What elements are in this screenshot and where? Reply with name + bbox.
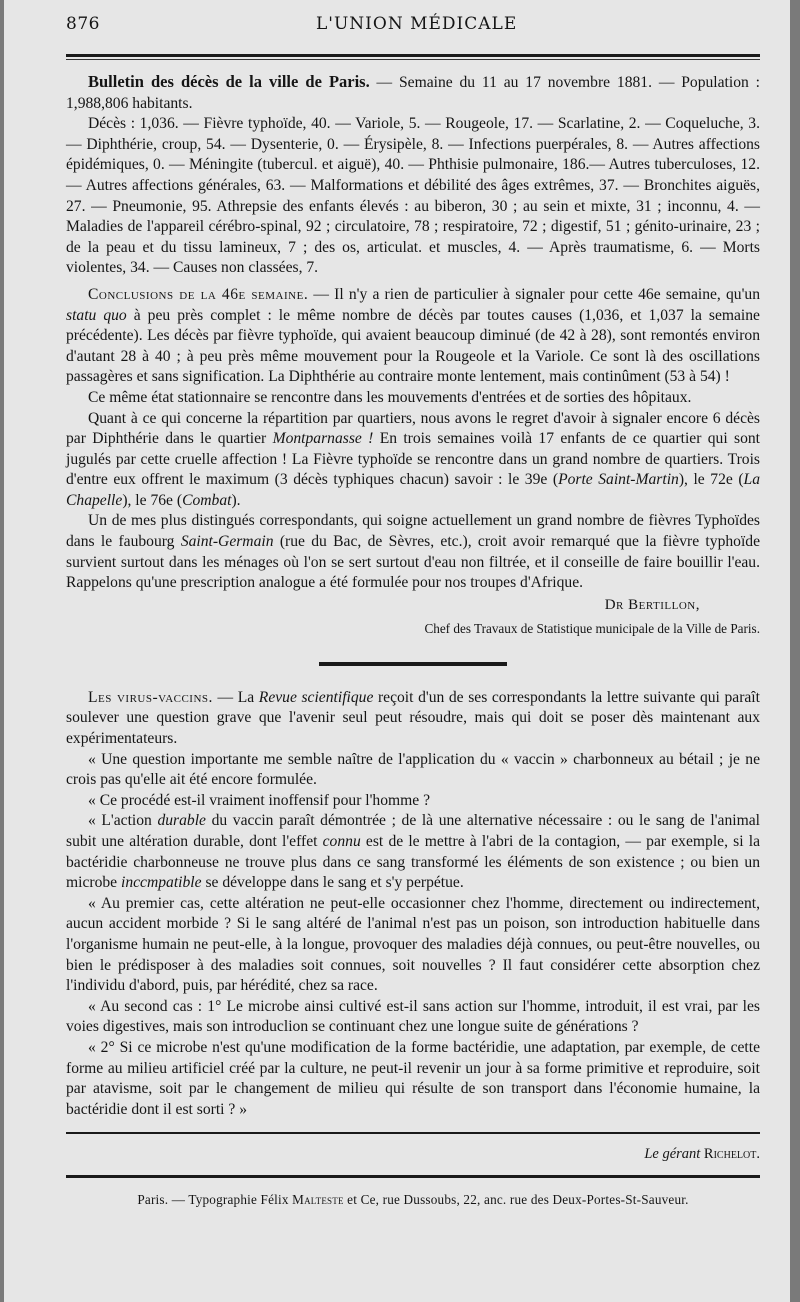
text-run: se développe dans le sang et s'y perpétue. — [201, 874, 464, 892]
conclusions-paragraph-4 — [66, 511, 760, 593]
signature-name-text: Dr Bertillon, — [604, 596, 700, 613]
signature-role: Chef des Travaux de Statistique municipale de la Ville de Paris. — [424, 620, 760, 636]
page-number: 876 — [66, 14, 100, 34]
text-run: ), le 76e ( — [122, 491, 183, 509]
italic-run: Combat — [182, 491, 232, 509]
italic-run: connu — [322, 833, 361, 850]
journal-title: L'UNION MÉDICALE — [316, 14, 518, 34]
text-run: — La — [212, 688, 259, 706]
conclusions-paragraph-1 — [66, 285, 760, 388]
footer-rule-top — [66, 1132, 760, 1134]
virus-paragraph-3: « Ce procédé est-il vraiment inoffensif pour l'homme ? — [88, 791, 431, 809]
virus-paragraph-4 — [66, 811, 760, 893]
header-rule — [66, 54, 760, 57]
text-run: « L'action — [88, 812, 158, 830]
conclusions-heading: Conclusions de la 46e semaine. — [88, 285, 309, 303]
bulletin-body: Décès : 1,036. — Fièvre typhoïde, 40. — Variole, 5. — Rougeole, 17. — Scarlatine, 2. — Coqueluche, 3. — Diphthérie, croup, 54. — Dysenterie, 0. — Érysipèle, 8. — Infections puerpérales, 8. — Autres affections épidémiques, 0. — Méningite (tubercul. et aiguë), 40. — Phthisie pulmonaire, 186.— Autres tuberculoses, 12. — Autres affections générales, 63. — Malformations et débilité des âges extrêmes, 37. — Bronchites aiguës, 27. — Pneumonie, 95. Athrepsie des enfants élevés : au biberon, 30 ; au sein et mixte, 31 ; inconnu, 4. — Maladies de l'appareil cérébro-spinal, 92 ; circulatoire, 78 ; respiratoire, 72 ; digestif, 51 ; génito-urinaire, 23 ; de la peau et du tissu lamineux, 7 ; des os, articulat. et muscles, 4. — Après traumatisme, 6. — Morts violentes, 34. — Causes non classées, 7. — [66, 115, 760, 277]
virus-heading: Les virus-vaccins. — [88, 688, 213, 706]
text-run: En trois semaines voilà 17 enfants de ce quartier qui sont jugulés par cette cruelle affection ! La Fièvre typhoïde se rencontre dans un grand nombre de quartiers. Trois d'entre eux offrent le maximum (3 décès typhiques chacun) savoir : le 39e ( — [66, 430, 761, 489]
conclusions-paragraph-2: Ce même état stationnaire se rencontre dans les mouvements d'entrées et de sorties des hôpitaux. — [88, 388, 692, 406]
italic-run: Saint-Germain — [180, 533, 274, 551]
gerant-label: Le gérant — [644, 1146, 701, 1163]
header-rule-thin — [66, 59, 760, 60]
bulletin-intro: — Semaine du 11 au 17 novembre 1881. — Population : 1,988,806 habitants. — [66, 74, 760, 112]
text-run: (rue du Bac, de Sèvres, etc.), croit avoir remarqué que la fièvre typhoïde survient surtout dans les ménages où l'on se sert surtout d'eau non filtrée, et il conseille de faire bouillir l'eau. Rappelons qu'une prescription analogue a été formulée pour nos troupes d'Afrique. — [66, 533, 761, 592]
bulletin-title: Bulletin des décès de la ville de Paris. — [88, 72, 370, 91]
section-separator — [319, 662, 507, 666]
italic-run: Porte Saint-Martin — [558, 471, 679, 489]
virus-paragraph-5: « Au premier cas, cette altération ne peut-elle occasionner chez l'homme, directement ou indirectement, aucun accident morbide ? Si le sang altéré de l'animal n'est pas un poison, son introduction habituelle dans l'organisme humain ne peut-elle, à la longue, provoquer des maladies déjà connues, ou peut-être nouvelles, ou bien le prédisposer à des maladies soit connues, soit nouvelles ? Il faut considérer cette absorption chez l'individu d'abord, puis, par hérédité, chez sa race. — [66, 894, 760, 995]
gerant-line — [66, 1146, 760, 1163]
virus-paragraph-6: « Au second cas : 1° Le microbe ainsi cultivé est-il sans action sur l'homme, introduit, il est vrai, par les voies digestives, mais son introduclion se continuant chez une longue suite de générations ? — [66, 997, 760, 1036]
text-run: — Il n'y a rien de particulier à signaler pour cette 46e semaine, qu'un — [308, 285, 760, 303]
journal-page — [4, 0, 790, 1302]
text-run: reçoit d'un de ses correspondants la lettre suivante qui paraît soulever une question grave que l'avenir seul peut résoudre, mais qui doit se poser dès maintenant aux expérimentateurs. — [66, 688, 760, 748]
virus-paragraph-1 — [66, 688, 760, 750]
virus-paragraph-2: « Une question importante me semble naître de l'application du « vaccin » charbonneux au bétail ; je ne crois pas qu'elle ait été encore formulée. — [66, 750, 760, 789]
text-run: est de le mettre à l'abri de la contagion, — par exemple, si la bactéridie charbonneuse ne trouve plus dans ce sang transformé les éléments de son existence ; ou bien un microbe — [66, 833, 761, 892]
imprint-text: et Ce, rue Dussoubs, 22, anc. rue des Deux-Portes-St-Sauveur. — [343, 1192, 689, 1208]
italic-run: La Chapelle — [66, 471, 761, 509]
text-run: Un de mes plus distingués correspondants, qui soigne actuellement un grand nombre de fièvres Typhoïdes dans le faubourg — [66, 512, 760, 551]
gerant-name: Richelot. — [703, 1146, 760, 1163]
footer-rule-bottom — [66, 1175, 760, 1178]
italic-run: Revue scientifique — [258, 688, 374, 706]
running-head — [66, 14, 760, 44]
text-run: ). — [231, 491, 241, 509]
imprint-printer-name: Malteste — [292, 1192, 344, 1208]
printer-imprint — [66, 1192, 760, 1208]
italic-run: statu quo — [66, 306, 127, 324]
italic-run: durable — [157, 812, 206, 830]
bulletin-header — [66, 72, 760, 114]
text-run: ), le 72e ( — [678, 471, 744, 489]
text-run: du vaccin paraît démontrée ; de là une alternative nécessaire : ou le sang de l'animal subit une altération durable, dont l'effet — [66, 812, 760, 850]
signature-name — [66, 596, 760, 615]
text-run: à peu près complet : le même nombre de décès par toutes causes (1,036, et 1,037 la semaine précédente). Les décès par fièvre typhoïde, qui avaient beaucoup diminué (de 42 à 28), sont remontés environ d'autant 28 à 40 ; à peu près même mouvement pour la Rougeole et la Variole. Ce sont là des oscillations passagères et sans signification. La Diphthérie au contraire monte lentement, mais continûment (53 à 54) ! — [66, 306, 760, 386]
italic-run: Montparnasse ! — [272, 430, 374, 448]
italic-run: inccmpatible — [121, 874, 202, 892]
imprint-text: Paris. — Typographie Félix — [137, 1192, 293, 1208]
text-run: Quant à ce qui concerne la répartition par quartiers, nous avons le regret d'avoir à signaler encore 6 décès par Diphthérie dans le quartier — [66, 409, 760, 448]
conclusions-paragraph-3 — [66, 409, 760, 512]
virus-paragraph-7: « 2° Si ce microbe n'est qu'une modification de la forme bactéridie, une adaptation, par exemple, de cette forme au milieu artificiel créé par la culture, ne peut-il revenir un jour à sa forme primitive et reproduire, soit par atavisme, soit par le changement de milieu qui résulte de son transport dans l'économie humaine, la bactéridie dont il est sorti ? » — [66, 1038, 760, 1118]
